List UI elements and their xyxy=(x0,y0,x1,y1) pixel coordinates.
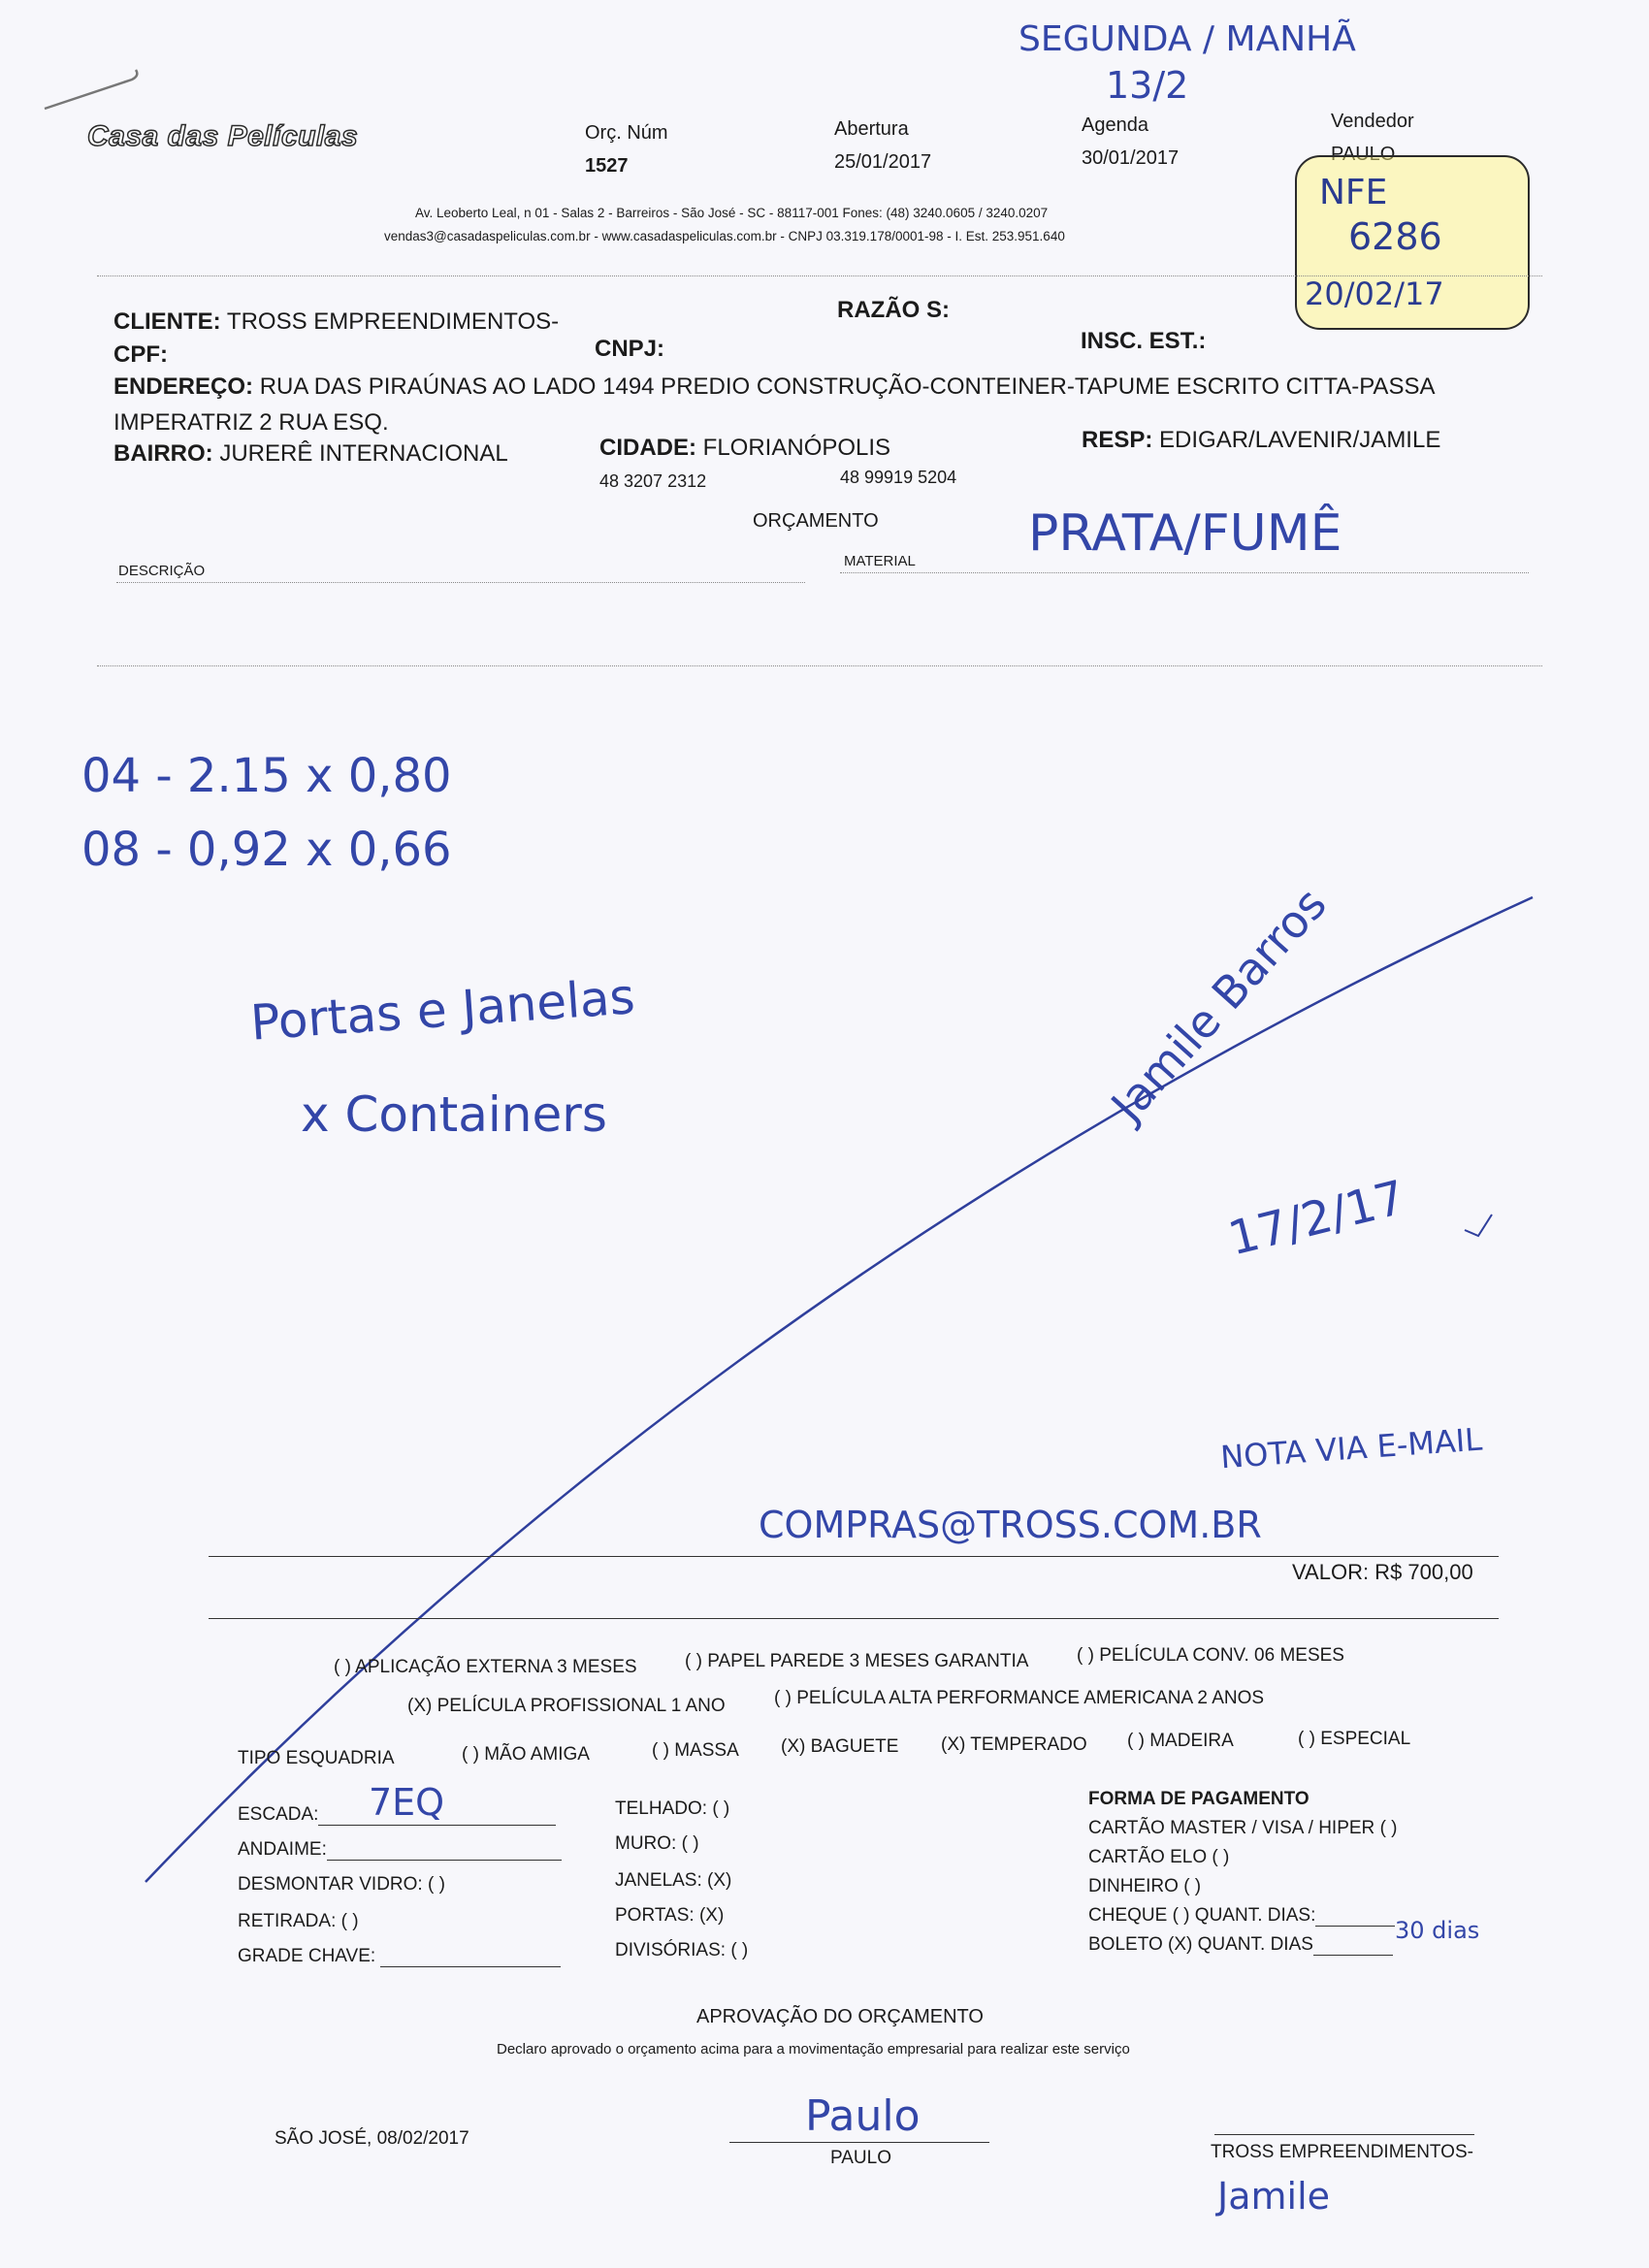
janelas-field[interactable] xyxy=(615,1870,731,1892)
desmontar-label: DESMONTAR VIDRO: xyxy=(238,1874,423,1895)
option-mark: ( ) xyxy=(685,1651,702,1671)
option-aplicacao-externa[interactable] xyxy=(334,1657,637,1678)
janelas-mark: (X) xyxy=(707,1870,732,1891)
endereco-label: ENDEREÇO: xyxy=(113,373,254,400)
valor-total: VALOR: R$ 700,00 xyxy=(1292,1560,1473,1584)
divisorias-field[interactable] xyxy=(615,1940,748,1961)
option-label: MASSA xyxy=(674,1740,739,1761)
option-pelicula-profissional[interactable] xyxy=(407,1696,726,1717)
option-label: MÃO AMIGA xyxy=(484,1744,590,1765)
option-label: TEMPERADO xyxy=(970,1734,1087,1755)
payment-boleto[interactable] xyxy=(1088,1934,1393,1956)
escada-value: 7EQ xyxy=(369,1781,445,1824)
telhado-label: TELHADO: xyxy=(615,1798,708,1819)
note-nota: NOTA VIA E-MAIL xyxy=(1219,1420,1484,1476)
payment-cheque[interactable] xyxy=(1088,1905,1395,1927)
option-label: ESPECIAL xyxy=(1320,1729,1411,1749)
payment-label: DINHEIRO xyxy=(1088,1876,1179,1896)
grade-line xyxy=(380,1966,561,1967)
payment-dinheiro[interactable] xyxy=(1088,1876,1201,1897)
payment-mark: (X) xyxy=(1168,1934,1193,1955)
nfe-number: 6286 xyxy=(1348,215,1442,258)
abertura-value: 25/01/2017 xyxy=(834,151,932,173)
cnpj-label: CNPJ: xyxy=(595,336,665,362)
option-mark: ( ) xyxy=(1077,1645,1094,1666)
tipo-baguete[interactable] xyxy=(781,1736,898,1758)
option-mark: ( ) xyxy=(774,1688,792,1708)
approval-title: APROVAÇÃO DO ORÇAMENTO xyxy=(696,2006,984,2027)
option-label: MADEIRA xyxy=(1149,1731,1234,1751)
tipo-esquadria-label: TIPO ESQUADRIA xyxy=(238,1748,395,1768)
note-line-2: x Containers xyxy=(301,1086,607,1143)
telhado-mark: ( ) xyxy=(712,1798,730,1819)
note-signature: Jamile Barros xyxy=(1101,877,1337,1132)
option-mark: ( ) xyxy=(334,1657,351,1677)
tipo-madeira[interactable] xyxy=(1127,1731,1234,1752)
option-label: PELÍCULA CONV. 06 MESES xyxy=(1099,1645,1344,1666)
bairro-value: JURERÊ INTERNACIONAL xyxy=(219,440,508,467)
tipo-mao-amiga[interactable] xyxy=(462,1744,590,1766)
material-handwritten: PRATA/FUMÊ xyxy=(1028,504,1342,563)
client-name: TROSS EMPREENDIMENTOS- xyxy=(1211,2142,1473,2162)
option-papel-parede[interactable] xyxy=(685,1651,1028,1672)
item-line-1: 04 - 2.15 x 0,80 xyxy=(81,749,452,803)
payment-label: CARTÃO ELO xyxy=(1088,1847,1208,1867)
telhado-field[interactable] xyxy=(615,1798,729,1820)
option-mark: (X) xyxy=(781,1736,806,1757)
company-address: Av. Leoberto Leal, n 01 - Salas 2 - Barreiros - São José - SC - 88117-001 Fones: (48) 3240.0605 / 3240.0207 xyxy=(415,206,1049,220)
client-signature-line xyxy=(1214,2134,1474,2135)
tipo-massa[interactable] xyxy=(652,1740,739,1762)
andaime-field[interactable] xyxy=(238,1839,562,1861)
seller-signature: Paulo xyxy=(805,2091,921,2141)
orc-num-label: Orç. Núm xyxy=(585,122,668,144)
portas-mark: (X) xyxy=(698,1905,725,1926)
andaime-label: ANDAIME: xyxy=(238,1839,327,1860)
payment-label: CHEQUE xyxy=(1088,1905,1168,1926)
desmontar-field[interactable] xyxy=(238,1874,445,1895)
andaime-line xyxy=(327,1860,562,1861)
resp-label: RESP: xyxy=(1082,427,1153,453)
orc-num-value: 1527 xyxy=(585,155,629,177)
cliente-value: TROSS EMPREENDIMENTOS- xyxy=(226,308,560,335)
payment-days-label: QUANT. DIAS: xyxy=(1194,1905,1316,1926)
handwritten-schedule: SEGUNDA / MANHÃ xyxy=(1018,19,1356,59)
option-mark: ( ) xyxy=(1298,1729,1315,1749)
payment-days-label: QUANT. DIAS xyxy=(1197,1934,1313,1955)
handwritten-schedule-date: 13/2 xyxy=(1106,64,1189,107)
divisorias-mark: ( ) xyxy=(730,1940,749,1960)
payment-mark: ( ) xyxy=(1379,1818,1398,1838)
cidade-label: CIDADE: xyxy=(599,435,696,461)
option-label: PELÍCULA ALTA PERFORMANCE AMERICANA 2 ANOS xyxy=(796,1688,1265,1708)
option-pelicula-conv[interactable] xyxy=(1077,1645,1344,1667)
muro-label: MURO: xyxy=(615,1833,677,1854)
option-alta-performance[interactable] xyxy=(774,1688,1264,1709)
tipo-temperado[interactable] xyxy=(941,1734,1087,1756)
cidade-value: FLORIANÓPOLIS xyxy=(702,435,891,461)
muro-field[interactable] xyxy=(615,1833,699,1855)
option-label: APLICAÇÃO EXTERNA 3 MESES xyxy=(355,1657,637,1677)
note-email: COMPRAS@TROSS.COM.BR xyxy=(759,1504,1262,1546)
company-contact: vendas3@casadaspeliculas.com.br - www.casadaspeliculas.com.br - CNPJ 03.319.178/0001-98 - I. Est. 253.951.640 xyxy=(384,229,1065,243)
option-label: BAGUETE xyxy=(810,1736,899,1757)
company-logo: Casa das Películas xyxy=(87,120,359,152)
payment-label: CARTÃO MASTER / VISA / HIPER xyxy=(1088,1818,1375,1838)
cliente-label: CLIENTE: xyxy=(113,308,221,335)
client-signature: Jamile xyxy=(1217,2175,1331,2218)
portas-field[interactable] xyxy=(615,1905,724,1927)
grade-field[interactable] xyxy=(238,1946,561,1967)
payment-label: BOLETO xyxy=(1088,1934,1163,1955)
escada-line xyxy=(318,1825,556,1826)
bairro-label: BAIRRO: xyxy=(113,440,213,467)
tipo-especial[interactable] xyxy=(1298,1729,1410,1750)
material-label: MATERIAL xyxy=(844,553,916,569)
option-mark: (X) xyxy=(941,1734,966,1755)
retirada-field[interactable] xyxy=(238,1911,359,1932)
item-line-2: 08 - 0,92 x 0,66 xyxy=(81,823,452,877)
payment-title: FORMA DE PAGAMENTO xyxy=(1088,1789,1310,1809)
phone-1: 48 3207 2312 xyxy=(599,471,707,491)
cheque-days-line xyxy=(1315,1926,1395,1927)
divisorias-label: DIVISÓRIAS: xyxy=(615,1940,727,1960)
value-line-1 xyxy=(209,1556,1499,1557)
option-label: PAPEL PAREDE 3 MESES GARANTIA xyxy=(707,1651,1029,1671)
note-line-1: Portas e Janelas xyxy=(248,968,637,1052)
place-date: SÃO JOSÉ, 08/02/2017 xyxy=(275,2128,469,2149)
vendedor-value: PAULO xyxy=(1331,144,1396,165)
agenda-label: Agenda xyxy=(1082,114,1148,136)
abertura-label: Abertura xyxy=(834,118,909,140)
option-mark: ( ) xyxy=(462,1744,479,1765)
escada-label: ESCADA: xyxy=(238,1804,319,1825)
seller-signature-line xyxy=(729,2142,989,2143)
endereco-value-2: IMPERATRIZ 2 RUA ESQ. xyxy=(113,409,389,436)
resp-value: EDIGAR/LAVENIR/JAMILE xyxy=(1159,427,1441,453)
payment-cartao-elo[interactable] xyxy=(1088,1847,1229,1868)
phone-2: 48 99919 5204 xyxy=(840,468,957,487)
option-mark: ( ) xyxy=(1127,1731,1145,1751)
janelas-label: JANELAS: xyxy=(615,1870,702,1891)
orcamento-title: ORÇAMENTO xyxy=(753,510,879,532)
insc-label: INSC. EST.: xyxy=(1081,328,1207,354)
value-line-2 xyxy=(209,1618,1499,1619)
grade-label: GRADE CHAVE: xyxy=(238,1946,376,1966)
retirada-mark: ( ) xyxy=(340,1911,359,1931)
muro-mark: ( ) xyxy=(681,1833,699,1854)
nfe-date: 20/02/17 xyxy=(1305,275,1444,312)
descricao-label: DESCRIÇÃO xyxy=(118,563,206,579)
payment-cartao-master[interactable] xyxy=(1088,1818,1398,1839)
endereco-value: RUA DAS PIRAÚNAS AO LADO 1494 PREDIO CONSTRUÇÃO-CONTEINER-TAPUME ESCRITO CITTA-PASSA xyxy=(259,373,1436,400)
boleto-days-value: 30 dias xyxy=(1395,1917,1480,1944)
option-mark: (X) xyxy=(407,1696,433,1716)
approval-declaration: Declaro aprovado o orçamento acima para a movimentação empresarial para realizar este serviço xyxy=(497,2041,1130,2057)
payment-mark: ( ) xyxy=(1212,1847,1230,1867)
payment-mark: ( ) xyxy=(1172,1905,1190,1926)
razao-label: RAZÃO S: xyxy=(837,297,950,323)
nfe-label: NFE xyxy=(1319,173,1388,212)
vendedor-label: Vendedor xyxy=(1331,111,1414,132)
option-mark: ( ) xyxy=(652,1740,669,1761)
payment-mark: ( ) xyxy=(1183,1876,1202,1896)
retirada-label: RETIRADA: xyxy=(238,1911,337,1931)
agenda-value: 30/01/2017 xyxy=(1082,147,1180,169)
seller-name: PAULO xyxy=(830,2148,892,2168)
note-date: 17/2/17 xyxy=(1222,1170,1411,1267)
boleto-days-line xyxy=(1313,1955,1393,1956)
desmontar-mark: ( ) xyxy=(428,1874,445,1895)
cpf-label: CPF: xyxy=(113,341,168,368)
portas-label: PORTAS: xyxy=(615,1905,695,1926)
option-label: PELÍCULA PROFISSIONAL 1 ANO xyxy=(436,1696,726,1716)
